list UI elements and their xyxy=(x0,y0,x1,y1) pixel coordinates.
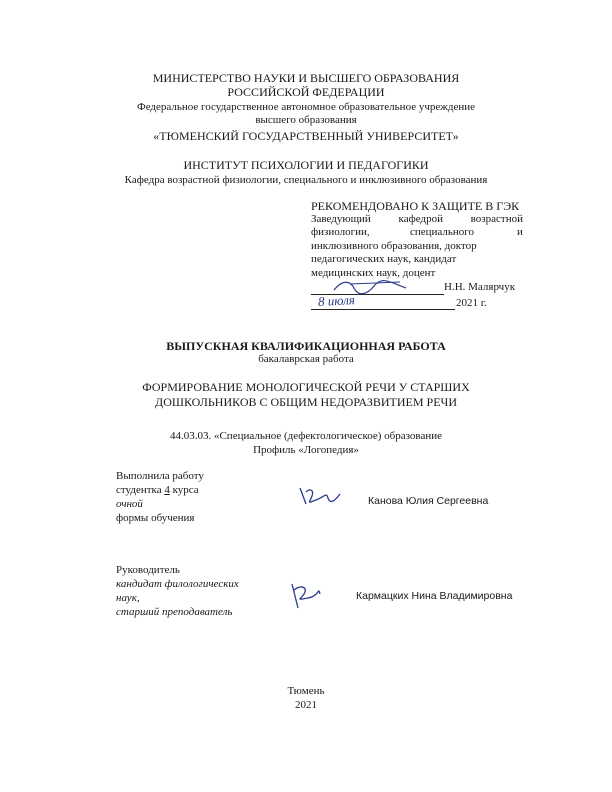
supervisor-signature-icon xyxy=(286,578,326,612)
approval-title: РЕКОМЕНДОВАНО К ЗАЩИТЕ В ГЭК xyxy=(311,199,520,213)
handwritten-date: 8 июля xyxy=(317,292,356,309)
institute-name: ИНСТИТУТ ПСИХОЛОГИИ И ПЕДАГОГИКИ xyxy=(183,158,429,172)
supervisor-name: Кармацких Нина Владимировна xyxy=(356,590,513,602)
approval-year: 2021 г. xyxy=(456,297,487,309)
date-line xyxy=(311,309,455,310)
approval-line-3: инклюзивного образования, доктор xyxy=(311,240,477,252)
student-name: Канова Юлия Сергеевна xyxy=(368,495,489,507)
student-line-2: студентка 4 курса xyxy=(116,484,199,496)
ministry-line-2: РОССИЙСКОЙ ФЕДЕРАЦИИ xyxy=(227,85,385,99)
student-form-label: формы обучения xyxy=(116,512,195,524)
institution-line-2: высшего образования xyxy=(255,114,357,126)
work-title-line-2: ДОШКОЛЬНИКОВ С ОБЩИМ НЕДОРАЗВИТИЕМ РЕЧИ xyxy=(155,395,457,409)
student-form-mode: очной xyxy=(116,498,143,510)
supervisor-label: Руководитель xyxy=(116,564,180,576)
approval-line-2b: специального xyxy=(410,226,475,238)
department-name: Кафедра возрастной физиологии, специального и инклюзивного образования xyxy=(124,174,488,186)
approval-signer: Н.Н. Малярчук xyxy=(444,281,516,293)
student-signature-icon xyxy=(296,484,342,510)
work-type: ВЫПУСКНАЯ КВАЛИФИКАЦИОННАЯ РАБОТА xyxy=(166,339,446,353)
approval-line-5: медицинских наук, доцент xyxy=(311,267,436,279)
work-subtype: бакалаврская работа xyxy=(258,353,354,365)
university-name: «ТЮМЕНСКИЙ ГОСУДАРСТВЕННЫЙ УНИВЕРСИТЕТ» xyxy=(153,129,459,143)
work-title-line-1: ФОРМИРОВАНИЕ МОНОЛОГИЧЕСКОЙ РЕЧИ У СТАРШИХ xyxy=(142,380,470,394)
supervisor-degree-line-2: наук, xyxy=(116,592,140,604)
approval-line-2c: и xyxy=(517,226,523,238)
footer-year: 2021 xyxy=(295,699,317,711)
specialty: 44.03.03. «Специальное (дефектологическое) образование xyxy=(169,430,443,442)
approval-line-1: Заведующий кафедрой возрастной xyxy=(311,213,523,225)
ministry-line-1: МИНИСТЕРСТВО НАУКИ И ВЫСШЕГО ОБРАЗОВАНИЯ xyxy=(152,71,460,85)
student-course: 4 xyxy=(164,484,170,496)
profile: Профиль «Логопедия» xyxy=(253,444,359,456)
footer-city: Тюмень xyxy=(287,685,325,697)
student-line-1: Выполнила работу xyxy=(116,470,204,482)
supervisor-degree-line-1: кандидат филологических xyxy=(116,578,239,590)
institution-line-1: Федеральное государственное автономное образовательное учреждение xyxy=(137,101,475,113)
supervisor-position: старший преподаватель xyxy=(116,606,233,618)
approval-line-4: педагогических наук, кандидат xyxy=(311,253,457,265)
approval-line-2a: физиологии, xyxy=(311,226,370,238)
